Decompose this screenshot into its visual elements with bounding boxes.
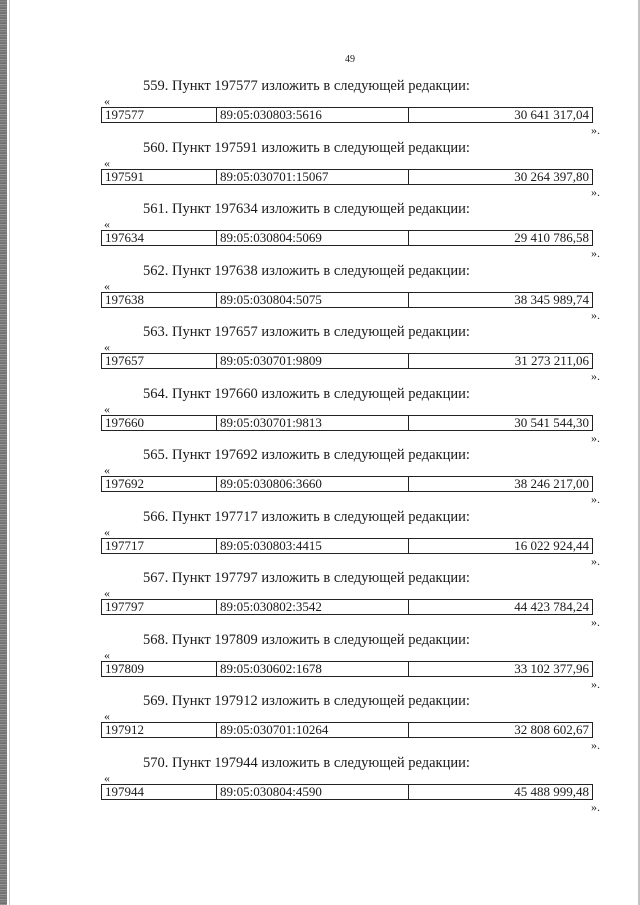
table-row (101, 169, 593, 185)
cadastral-value-cell: 30 641 317,04 (514, 108, 589, 122)
cadastral-number-cell: 89:05:030701:9813 (217, 416, 409, 430)
item-code-cell: 197591 (102, 170, 217, 184)
amendment-instruction: 569. Пункт 197912 изложить в следующей редакции: (143, 693, 470, 709)
amendment-instruction: 567. Пункт 197797 изложить в следующей редакции: (143, 570, 470, 586)
quote-open: « (104, 709, 110, 723)
cadastral-value-cell: 38 345 989,74 (514, 292, 589, 307)
amendment-instruction: 559. Пункт 197577 изложить в следующей редакции: (143, 78, 470, 94)
cadastral-value-cell: 30 264 397,80 (514, 169, 589, 184)
quote-open: « (104, 217, 110, 231)
quote-open: « (104, 340, 110, 354)
cadastral-number-cell: 89:05:030803:5616 (217, 108, 409, 122)
quote-open: « (104, 401, 110, 416)
table-row (101, 661, 593, 677)
quote-open: « (104, 278, 110, 293)
cadastral-number-cell: 89:05:030701:15067 (217, 170, 409, 184)
table-row (101, 599, 593, 615)
cadastral-value-cell: 16 022 924,44 (514, 538, 589, 553)
amendment-instruction: 560. Пункт 197591 изложить в следующей редакции: (143, 139, 470, 156)
cadastral-value-cell: 32 808 602,67 (514, 723, 589, 737)
quote-close: ». (591, 676, 600, 691)
cadastral-value-cell: 44 423 784,24 (514, 600, 589, 614)
item-code-cell: 197797 (102, 600, 217, 614)
cadastral-value-cell: 38 246 217,00 (514, 477, 589, 491)
amendment-entry (0, 693, 640, 755)
table-row (101, 415, 593, 431)
cadastral-number-cell: 89:05:030802:3542 (217, 600, 409, 614)
amendment-instruction: 566. Пункт 197717 изложить в следующей редакции: (143, 508, 470, 525)
cadastral-number-cell: 89:05:030804:5075 (217, 293, 409, 307)
item-code-cell: 197638 (102, 293, 217, 307)
table-row (101, 107, 593, 123)
quote-close: ». (591, 738, 600, 752)
amendment-entry (0, 632, 640, 694)
quote-close: ». (591, 799, 600, 814)
item-code-cell: 197692 (102, 477, 217, 491)
quote-close: ». (591, 430, 600, 445)
amendment-entry (0, 324, 640, 386)
quote-open: « (104, 770, 110, 785)
amendment-instruction: 561. Пункт 197634 изложить в следующей редакции: (143, 201, 470, 217)
table-row (101, 538, 593, 554)
quote-close: ». (591, 369, 600, 383)
table-row (101, 292, 593, 308)
cadastral-number-cell: 89:05:030701:10264 (217, 723, 409, 737)
quote-close: ». (591, 615, 600, 629)
quote-close: ». (591, 123, 600, 137)
amendment-instruction: 570. Пункт 197944 изложить в следующей редакции: (143, 754, 470, 771)
item-code-cell: 197660 (102, 416, 217, 430)
amendment-instruction: 562. Пункт 197638 изложить в следующей редакции: (143, 262, 470, 279)
amendment-instruction: 568. Пункт 197809 изложить в следующей редакции: (143, 631, 470, 648)
quote-open: « (104, 155, 110, 170)
quote-close: ». (591, 553, 600, 568)
amendment-entry (0, 570, 640, 632)
item-code-cell: 197634 (102, 231, 217, 245)
quote-open: « (104, 463, 110, 477)
amendment-entry (0, 201, 640, 263)
amendment-entry (0, 140, 640, 202)
cadastral-number-cell: 89:05:030701:9809 (217, 354, 409, 368)
amendment-entry (0, 263, 640, 325)
quote-close: ». (591, 307, 600, 322)
quote-close: ». (591, 492, 600, 506)
cadastral-value-cell: 30 541 544,30 (514, 415, 589, 430)
cadastral-number-cell: 89:05:030804:4590 (217, 785, 409, 799)
cadastral-number-cell: 89:05:030806:3660 (217, 477, 409, 491)
item-code-cell: 197577 (102, 108, 217, 122)
amendment-instruction: 564. Пункт 197660 изложить в следующей редакции: (143, 385, 470, 402)
amendment-entry (0, 509, 640, 571)
item-code-cell: 197657 (102, 354, 217, 368)
item-code-cell: 197809 (102, 662, 217, 676)
amendment-entry (0, 755, 640, 817)
table-row (101, 230, 593, 246)
table-row (101, 784, 593, 800)
table-row (101, 476, 593, 492)
cadastral-number-cell: 89:05:030804:5069 (217, 231, 409, 245)
cadastral-value-cell: 31 273 211,06 (514, 354, 589, 368)
amendment-entry (0, 386, 640, 448)
cadastral-number-cell: 89:05:030803:4415 (217, 539, 409, 553)
amendment-entry (0, 78, 640, 140)
quote-open: « (104, 586, 110, 600)
table-row (101, 353, 593, 369)
quote-open: « (104, 94, 110, 108)
cadastral-value-cell: 45 488 999,48 (514, 784, 589, 799)
item-code-cell: 197912 (102, 723, 217, 737)
amendment-entry (0, 447, 640, 509)
item-code-cell: 197717 (102, 539, 217, 553)
quote-close: ». (591, 184, 600, 199)
quote-open: « (104, 647, 110, 662)
item-code-cell: 197944 (102, 785, 217, 799)
table-row (101, 722, 593, 738)
page-number: 49 (345, 54, 355, 65)
quote-open: « (104, 524, 110, 539)
amendment-instruction: 565. Пункт 197692 изложить в следующей редакции: (143, 447, 470, 463)
quote-close: ». (591, 246, 600, 260)
cadastral-number-cell: 89:05:030602:1678 (217, 662, 409, 676)
amendment-list (0, 78, 640, 816)
amendment-instruction: 563. Пункт 197657 изложить в следующей редакции: (143, 324, 470, 340)
cadastral-value-cell: 29 410 786,58 (514, 231, 589, 245)
cadastral-value-cell: 33 102 377,96 (514, 661, 589, 676)
